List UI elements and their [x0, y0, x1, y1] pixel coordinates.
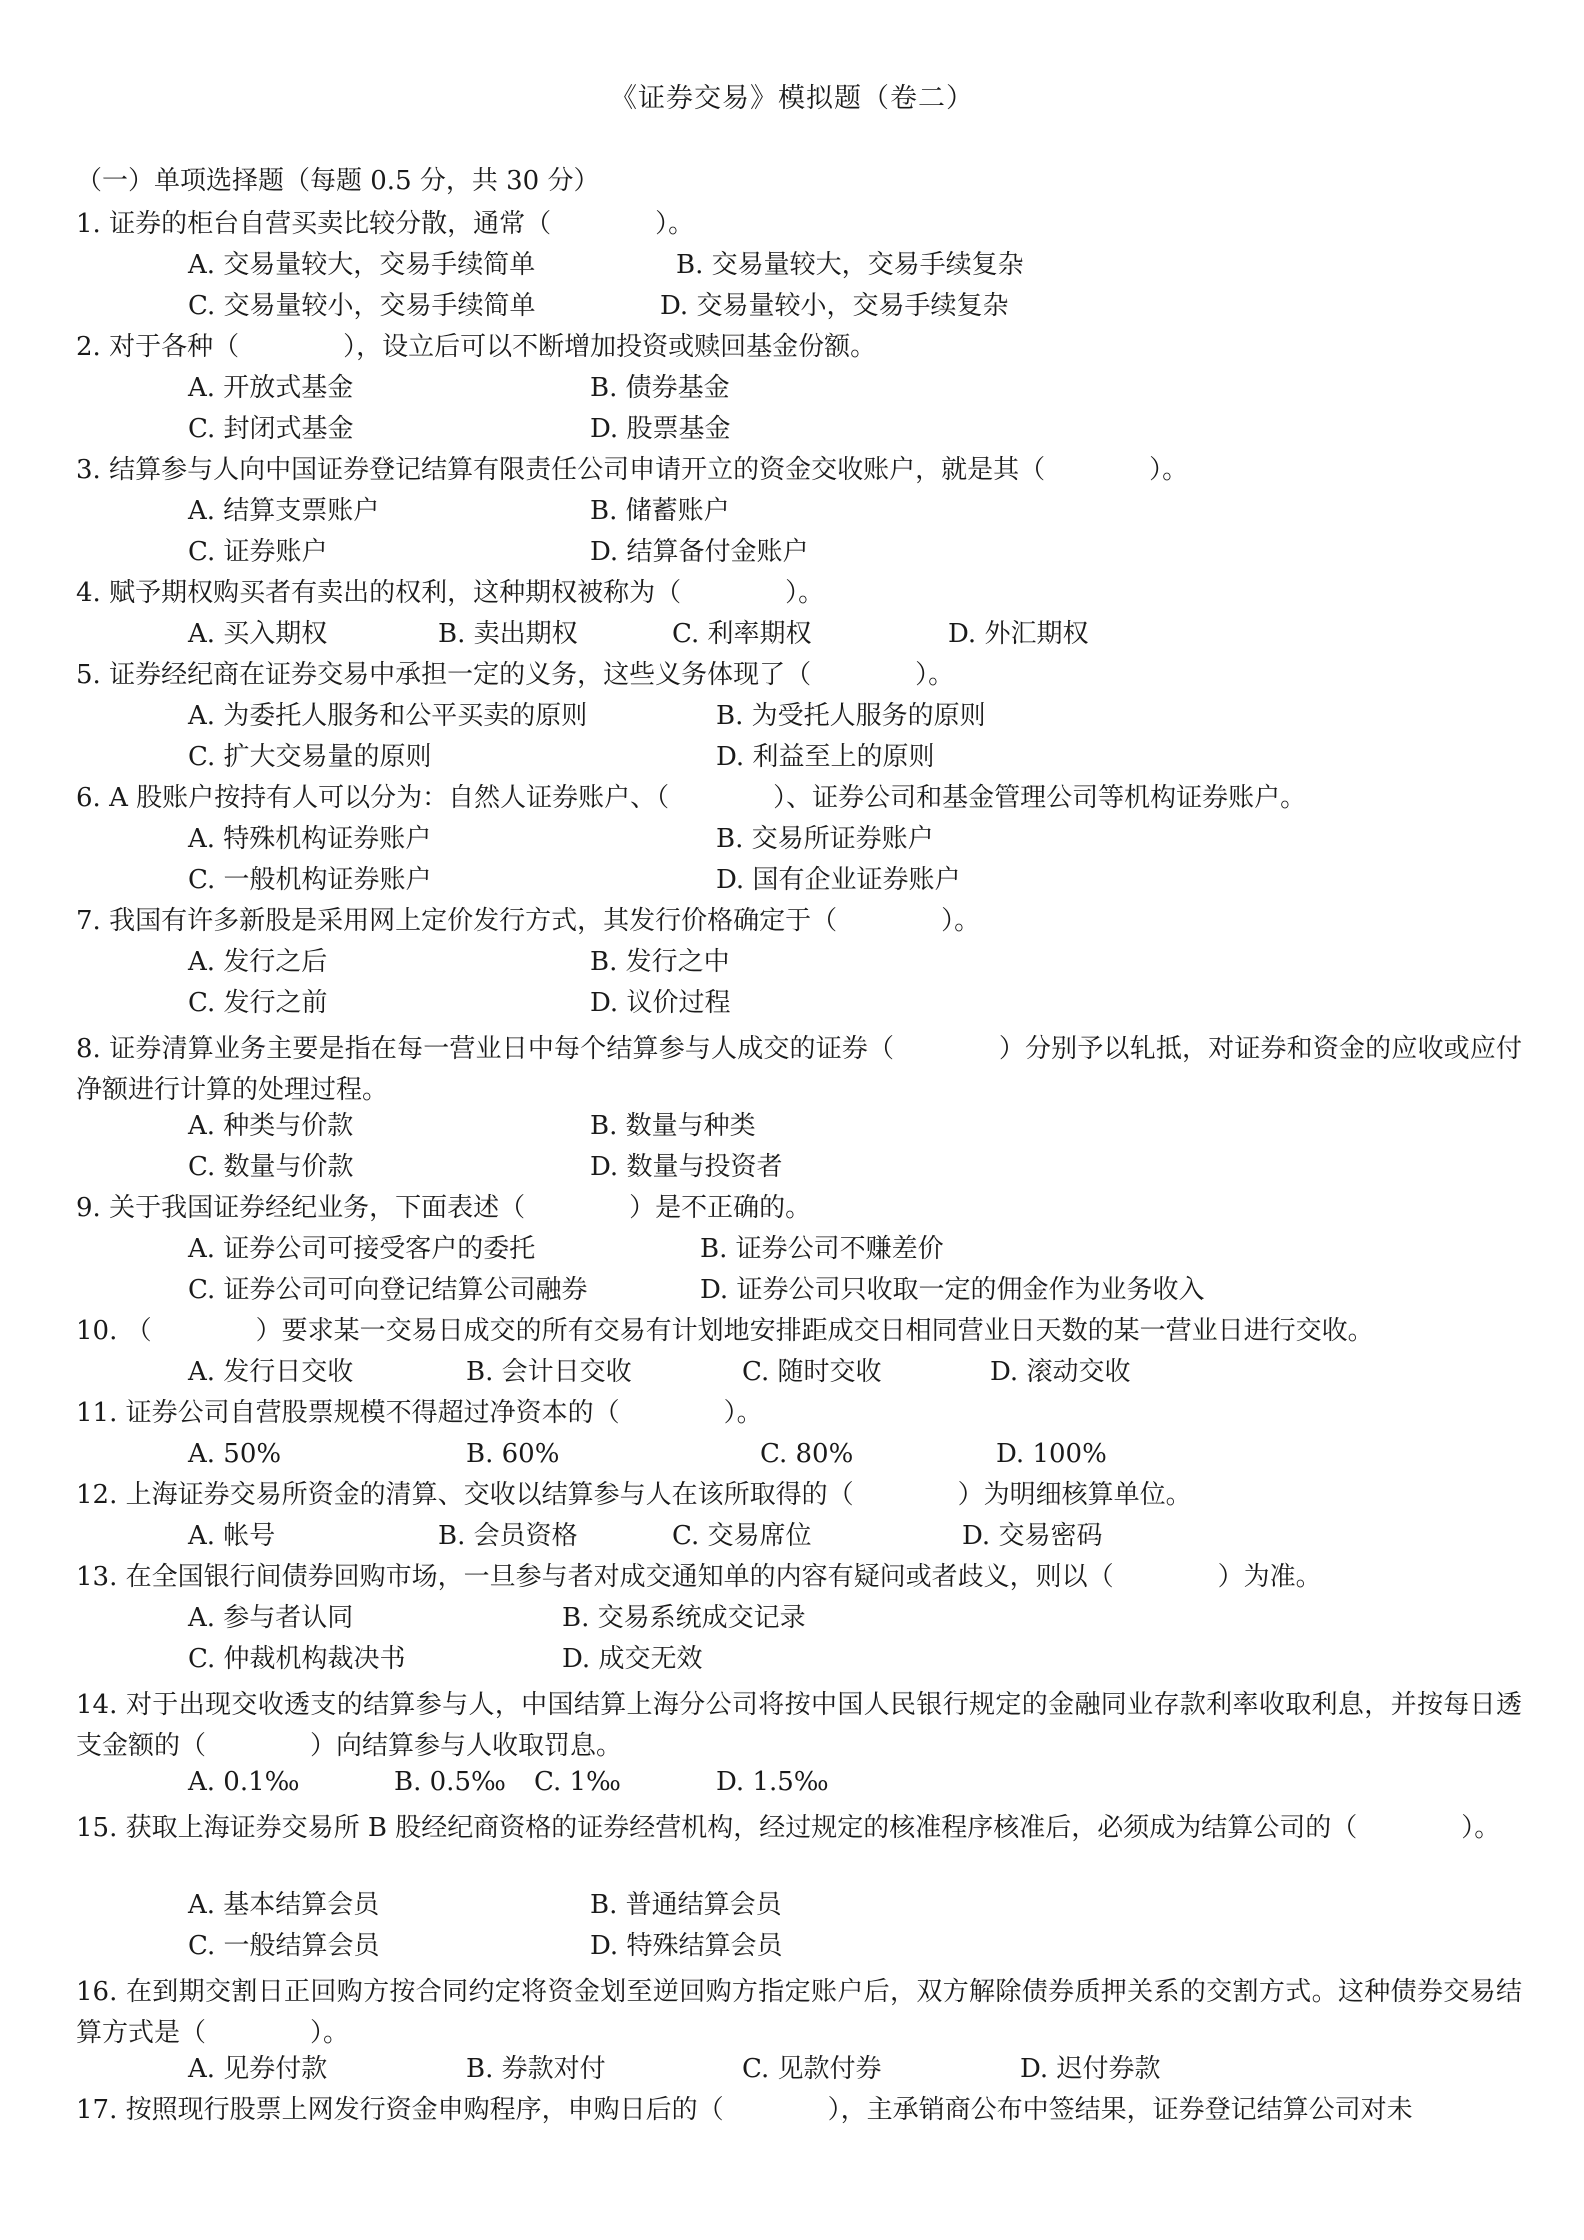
question-3-option-c: C. 证券账户 [188, 537, 328, 567]
question-4-option-d: D. 外汇期权 [948, 619, 1089, 649]
question-5-stem: 5. 证券经纪商在证券交易中承担一定的义务，这些义务体现了（ ）。 [76, 660, 955, 690]
question-9-stem: 9. 关于我国证券经纪业务，下面表述（ ）是不正确的。 [76, 1193, 812, 1223]
question-10-option-a: A. 发行日交收 [188, 1357, 354, 1387]
question-13-option-b: B. 交易系统成交记录 [562, 1603, 806, 1633]
question-11-option-d: D. 100% [996, 1439, 1107, 1469]
question-14-option-d: D. 1.5‰ [716, 1767, 829, 1797]
question-6-stem: 6. A 股账户按持有人可以分为：自然人证券账户、（ ）、证券公司和基金管理公司等机构证券账户。 [76, 783, 1307, 813]
question-3-option-d: D. 结算备付金账户 [590, 537, 809, 567]
question-15-option-b: B. 普通结算会员 [590, 1890, 782, 1920]
question-2-option-b: B. 债券基金 [590, 373, 730, 403]
question-5-option-a: A. 为委托人服务和公平买卖的原则 [188, 701, 588, 731]
question-4-stem: 4. 赋予期权购买者有卖出的权利，这种期权被称为（ ）。 [76, 578, 825, 608]
question-15-option-c: C. 一般结算会员 [188, 1931, 380, 1961]
question-6-option-b: B. 交易所证券账户 [716, 824, 934, 854]
question-12-option-d: D. 交易密码 [962, 1521, 1103, 1551]
question-3-stem: 3. 结算参与人向中国证券登记结算有限责任公司申请开立的资金交收账户，就是其（ ）。 [76, 455, 1189, 485]
question-1-option-c: C. 交易量较小，交易手续简单 [188, 291, 536, 321]
question-1-option-a: A. 交易量较大，交易手续简单 [188, 250, 536, 280]
question-11-option-a: A. 50% [188, 1439, 282, 1469]
question-13-option-a: A. 参与者认同 [188, 1603, 354, 1633]
question-1-option-d: D. 交易量较小，交易手续复杂 [660, 291, 1009, 321]
question-13-stem: 13. 在全国银行间债券回购市场，一旦参与者对成交通知单的内容有疑问或者歧义，则以（ ）为准。 [76, 1562, 1322, 1592]
question-4-option-b: B. 卖出期权 [438, 619, 578, 649]
question-14-option-c: C. 1‰ [534, 1767, 621, 1797]
question-7-option-a: A. 发行之后 [188, 947, 328, 977]
question-2-option-a: A. 开放式基金 [188, 373, 354, 403]
question-13-option-c: C. 仲裁机构裁决书 [188, 1644, 406, 1674]
question-7-option-c: C. 发行之前 [188, 988, 328, 1018]
question-9-option-a: A. 证券公司可接受客户的委托 [188, 1234, 536, 1264]
page-title: 《证券交易》模拟题（卷二） [610, 83, 974, 114]
question-7-option-d: D. 议价过程 [590, 988, 731, 1018]
question-14-stem: 14. 对于出现交收透支的结算参与人，中国结算上海分公司将按中国人民银行规定的金融同业存款利率收取利息，并按每日透支金额的（ ）向结算参与人收取罚息。 [76, 1690, 1522, 1761]
question-11-stem: 11. 证券公司自营股票规模不得超过净资本的（ ）。 [76, 1398, 763, 1428]
question-9-option-c: C. 证券公司可向登记结算公司融券 [188, 1275, 588, 1305]
question-5-option-d: D. 利益至上的原则 [716, 742, 935, 772]
question-3-option-b: B. 储蓄账户 [590, 496, 730, 526]
question-3-option-a: A. 结算支票账户 [188, 496, 380, 526]
question-10-stem: 10. （ ）要求某一交易日成交的所有交易有计划地安排距成交日相同营业日天数的某一营业日进行交收。 [76, 1316, 1374, 1346]
question-5-option-b: B. 为受托人服务的原则 [716, 701, 986, 731]
question-8-option-c: C. 数量与价款 [188, 1152, 354, 1182]
question-7-option-b: B. 发行之中 [590, 947, 730, 977]
question-14-option-a: A. 0.1‰ [188, 1767, 300, 1797]
question-8-option-a: A. 种类与价款 [188, 1111, 354, 1141]
question-9-option-d: D. 证券公司只收取一定的佣金作为业务收入 [700, 1275, 1205, 1305]
question-12-option-c: C. 交易席位 [672, 1521, 812, 1551]
question-10-option-d: D. 滚动交收 [990, 1357, 1131, 1387]
question-14-option-b: B. 0.5‰ [394, 1767, 506, 1797]
question-6-option-c: C. 一般机构证券账户 [188, 865, 432, 895]
question-2-option-d: D. 股票基金 [590, 414, 731, 444]
question-1-stem: 1. 证券的柜台自营买卖比较分散，通常（ ）。 [76, 209, 695, 239]
question-16-option-b: B. 券款对付 [466, 2054, 606, 2084]
question-12-option-a: A. 帐号 [188, 1521, 276, 1551]
question-4-option-c: C. 利率期权 [672, 619, 812, 649]
question-16-option-d: D. 迟付券款 [1020, 2054, 1161, 2084]
question-13-option-d: D. 成交无效 [562, 1644, 703, 1674]
question-5-option-c: C. 扩大交易量的原则 [188, 742, 432, 772]
question-8-stem: 8. 证券清算业务主要是指在每一营业日中每个结算参与人成交的证券（ ）分别予以轧抵，对证券和资金的应收或应付净额进行计算的处理过程。 [76, 1034, 1522, 1105]
question-8-option-d: D. 数量与投资者 [590, 1152, 783, 1182]
question-10-option-c: C. 随时交收 [742, 1357, 882, 1387]
question-12-option-b: B. 会员资格 [438, 1521, 578, 1551]
question-8-option-b: B. 数量与种类 [590, 1111, 756, 1141]
question-16-stem: 16. 在到期交割日正回购方按合同约定将资金划至逆回购方指定账户后，双方解除债券质押关系的交割方式。这种债券交易结算方式是（ ）。 [76, 1977, 1522, 2048]
question-2-option-c: C. 封闭式基金 [188, 414, 354, 444]
question-7-stem: 7. 我国有许多新股是采用网上定价发行方式，其发行价格确定于（ ）。 [76, 906, 981, 936]
question-15-option-a: A. 基本结算会员 [188, 1890, 380, 1920]
question-9-option-b: B. 证券公司不赚差价 [700, 1234, 944, 1264]
question-10-option-b: B. 会计日交收 [466, 1357, 632, 1387]
section-heading: （一）单项选择题（每题 0.5 分，共 30 分） [76, 166, 600, 196]
question-12-stem: 12. 上海证券交易所资金的清算、交收以结算参与人在该所取得的（ ）为明细核算单位。 [76, 1480, 1192, 1510]
question-1-option-b: B. 交易量较大，交易手续复杂 [676, 250, 1024, 280]
question-11-option-b: B. 60% [466, 1439, 560, 1469]
question-17-stem: 17. 按照现行股票上网发行资金申购程序，申购日后的（ ），主承销商公布中签结果，证券登记结算公司对未 [76, 2095, 1413, 2125]
question-11-option-c: C. 80% [760, 1439, 854, 1469]
question-2-stem: 2. 对于各种（ ），设立后可以不断增加投资或赎回基金份额。 [76, 332, 877, 362]
question-4-option-a: A. 买入期权 [188, 619, 328, 649]
question-16-option-c: C. 见款付券 [742, 2054, 882, 2084]
question-15-stem: 15. 获取上海证券交易所 B 股经纪商资格的证券经营机构，经过规定的核准程序核准后，必须成为结算公司的（ ）。 [76, 1813, 1501, 1843]
question-6-option-a: A. 特殊机构证券账户 [188, 824, 432, 854]
question-6-option-d: D. 国有企业证券账户 [716, 865, 961, 895]
question-16-option-a: A. 见券付款 [188, 2054, 328, 2084]
question-15-option-d: D. 特殊结算会员 [590, 1931, 783, 1961]
